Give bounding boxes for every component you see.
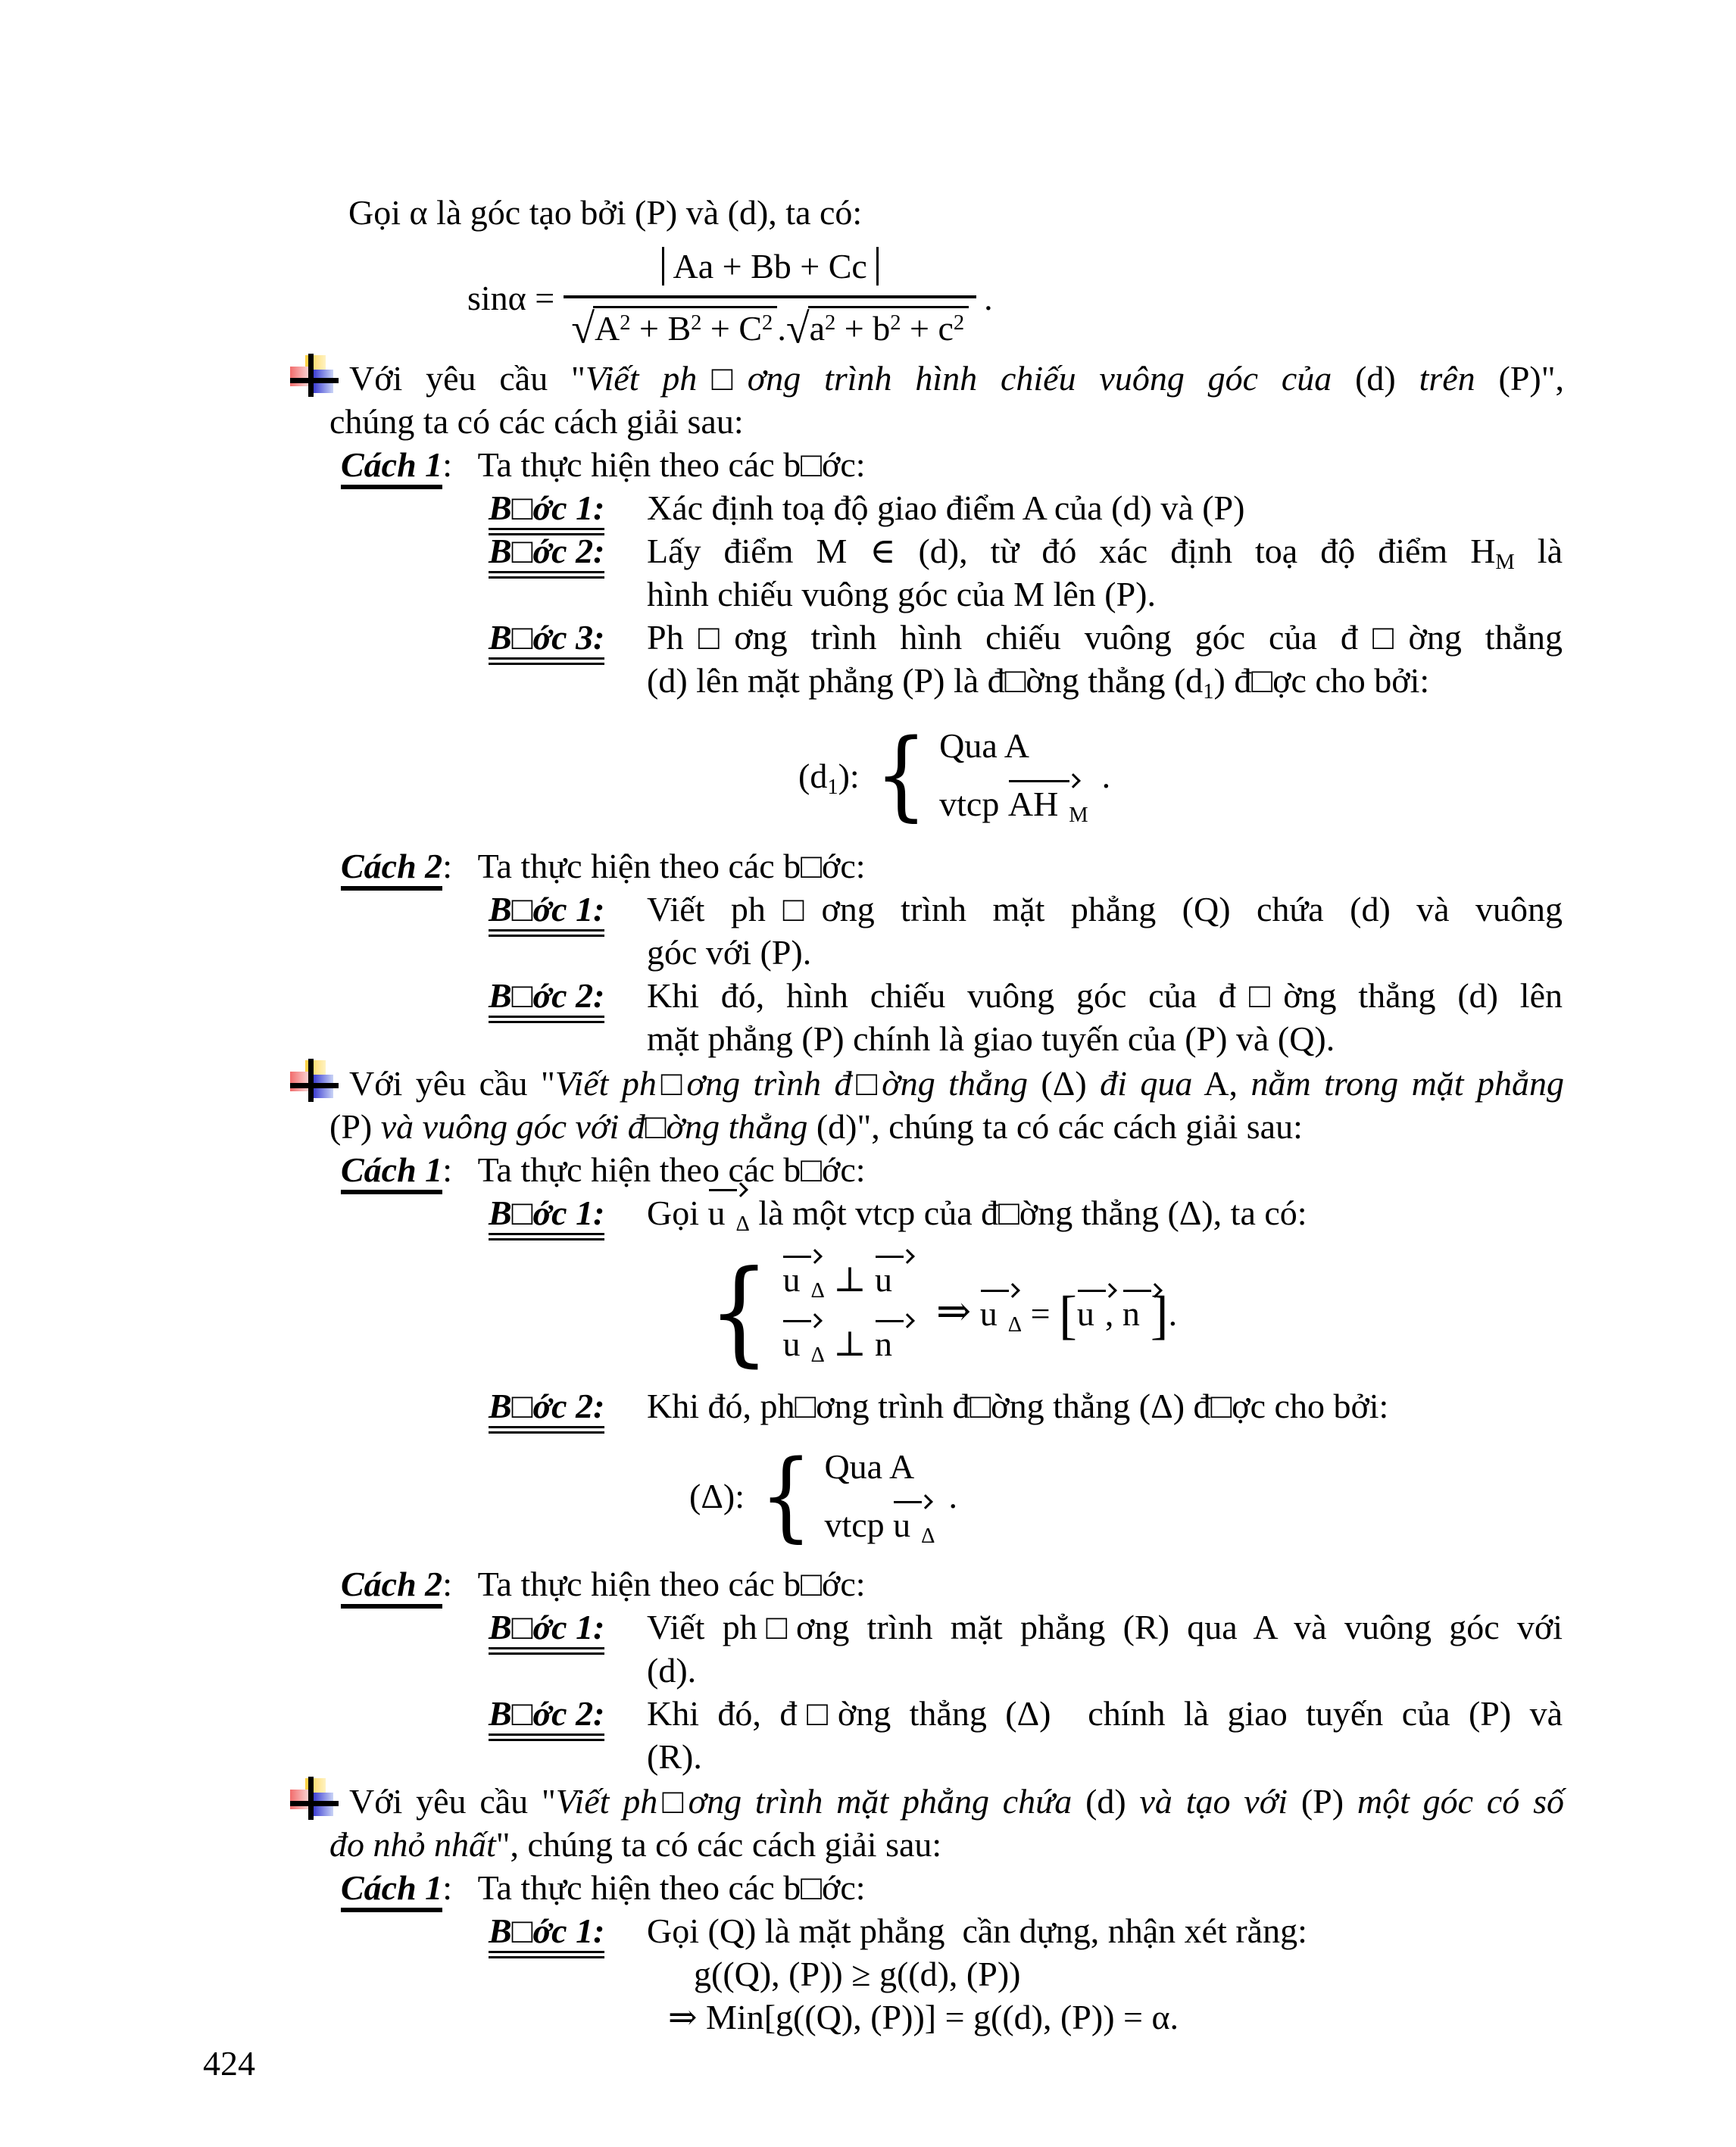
requirement-1-block (329, 355, 1564, 443)
vertical-bar (308, 1777, 314, 1820)
fraction-numerator: Aa + Bb + Cc (564, 245, 976, 295)
requirement-3-block (329, 1778, 1564, 1866)
line-d1-system-formula (798, 717, 1736, 834)
bullet-paragraph-line (329, 355, 1564, 400)
cross-product-result: u $_\Delta$ = [u , n ]. (979, 1285, 1178, 1345)
step-label: B□ớc 2: (489, 974, 647, 1060)
step-label: B□ớc 1: (489, 888, 647, 974)
step-text: mặt phẳng (P) chính là giao tuyến của (P) và (Q). (647, 1019, 1335, 1059)
step-text: Viết ph□ơng trình mặt phẳng (Q) chứa (d) và vuông (647, 890, 1563, 929)
sin-alpha-formula (467, 245, 1736, 351)
step-row (489, 1606, 1563, 1692)
bullet-paragraph-line: đo nhỏ nhất", chúng ta có các cách giải sau: (329, 1824, 942, 1864)
system-row: vtcp AH $_M$ (939, 785, 1088, 828)
step-label: B□ớc 3: (489, 616, 647, 702)
intro-paragraph: Gọi α là góc tạo bởi (P) và (d), ta có: (348, 193, 863, 232)
red-square (290, 1790, 310, 1809)
vertical-bar (308, 354, 314, 397)
step-text: (R). (647, 1737, 702, 1776)
step-row (489, 974, 1563, 1060)
method-1-heading: Cách 1: Ta thực hiện theo các b□ớc: (341, 443, 1736, 486)
step-row (489, 888, 1563, 974)
step-text: góc với (P). (647, 933, 812, 972)
requirement-2-block (329, 1060, 1564, 1148)
colored-cross-bullet-icon (290, 1778, 339, 1819)
red-square (290, 367, 310, 386)
step-text: Lấy điểm M ∈ (d), từ đó xác định toạ độ điểm $H_M$ là (647, 532, 1563, 575)
system-label: $(d_1)$: (798, 756, 860, 799)
system-label: (Δ): (689, 1477, 745, 1516)
line-delta-system-formula (689, 1438, 1736, 1555)
system-row: u $_\Delta$ ⊥ u (782, 1260, 903, 1300)
horizontal-bar (290, 378, 339, 383)
step-text: hình chiếu vuông góc của M lên (P). (647, 575, 1156, 614)
step-text: Khi đó, ph□ơng trình đ□ờng thẳng (Δ) đ□ợc cho bởi: (647, 1386, 1389, 1425)
step-text: Khi đó, đ□ờng thẳng (Δ) chính là giao tuyến của (P) và (647, 1693, 1563, 1733)
horizontal-bar (290, 1083, 339, 1088)
step-label: B□ớc 1: (489, 1606, 647, 1692)
fraction (564, 245, 976, 351)
bullet-paragraph-line: (P) và vuông góc với đ□ờng thẳng (d)", chúng ta có các cách giải sau: (329, 1107, 1303, 1147)
bullet-paragraph-line: chúng ta có các cách giải sau: (329, 402, 744, 442)
step-text: (d) lên mặt phẳng (P) là đ□ờng thẳng $(d_1)$ đ□ợc cho bởi: (647, 661, 1430, 704)
formula-period: . (1101, 756, 1111, 795)
step-label: B□ớc 2: (489, 529, 647, 616)
method-1-heading: Cách 1: Ta thực hiện theo các b□ớc: (341, 1866, 1736, 1909)
step-label: B□ớc 2: (489, 1384, 647, 1428)
system-row: u $_\Delta$ ⊥ n (782, 1325, 903, 1365)
method-2-heading: Cách 2: Ta thực hiện theo các b□ớc: (341, 844, 1736, 888)
step-row (489, 1909, 1563, 1952)
step-label: B□ớc 1: (489, 1191, 647, 1234)
left-brace: { (760, 1440, 813, 1553)
implies-symbol: ⇒ (936, 1288, 972, 1335)
method-2-heading: Cách 2: Ta thực hiện theo các b□ớc: (341, 1562, 1736, 1606)
bullet-text: Với yêu cầu "Viết ph□ơng trình mặt phẳng chứa (d) và tạo với (P) một góc có số (349, 1781, 1564, 1821)
formula-period: . (984, 278, 993, 317)
formula-period: . (948, 1477, 957, 1516)
vector-perpendicular-system-formula (703, 1248, 1736, 1377)
system-row: Qua A (824, 1446, 915, 1486)
system-row: Qua A (939, 726, 1029, 766)
step-label: B□ớc 2: (489, 1692, 647, 1778)
colored-cross-bullet-icon (290, 355, 339, 396)
step-text: Gọi (Q) là mặt phẳng cần dựng, nhận xét rằng: (647, 1911, 1307, 1950)
min-angle-formula: ⇒ Min[g((Q), (P))] = g((d), (P)) = α. (668, 1997, 1179, 2036)
bullet-paragraph-line (329, 1060, 1564, 1105)
method-1-heading: Cách 1: Ta thực hiện theo các b□ớc: (341, 1148, 1736, 1191)
horizontal-bar (290, 1801, 339, 1806)
bullet-text: Với yêu cầu "Viết ph□ơng trình hình chiếu vuông góc của (d) trên (P)", (349, 359, 1565, 398)
step-row (489, 1692, 1563, 1778)
step-row (489, 1191, 1563, 1237)
step-text: Ph□ơng trình hình chiếu vuông góc của đ□ờng thẳng (647, 618, 1563, 657)
step-text: Viết ph□ơng trình mặt phẳng (R) qua A và vuông góc với (647, 1607, 1563, 1646)
step-label: B□ớc 1: (489, 1909, 647, 1952)
formula-lhs: sinα = (467, 278, 555, 317)
step-row (489, 616, 1563, 702)
bullet-text: Với yêu cầu "Viết ph□ơng trình đ□ờng thẳng (Δ) đi qua A, nằm trong mặt phẳng (349, 1064, 1565, 1103)
page-number: 424 (203, 2044, 255, 2083)
step-text: Khi đó, hình chiếu vuông góc của đ□ờng thẳng (d) lên (647, 976, 1563, 1016)
step-text: (d). (647, 1650, 697, 1690)
bullet-paragraph-line (329, 1778, 1564, 1823)
system-row: vtcp u $_\Delta$ (824, 1505, 935, 1548)
step-row (489, 1384, 1563, 1428)
colored-cross-bullet-icon (290, 1060, 339, 1101)
step-row (489, 486, 1563, 529)
vertical-bar (308, 1059, 314, 1102)
step-row (489, 529, 1563, 616)
step-text: Xác định toạ độ giao điểm A của (d) và (P) (647, 488, 1245, 528)
fraction-denominator: $√A^2 + B^2 + C^2$ $.√a^2 + b^2 + c^2$ (564, 295, 976, 351)
left-brace: { (874, 719, 928, 832)
red-square (290, 1072, 310, 1091)
left-brace: { (708, 1246, 770, 1378)
step-label: B□ớc 1: (489, 486, 647, 529)
step-text: Gọi u $_\Delta$ là một vtcp của đ□ờng thẳng (Δ), ta có: (647, 1194, 1307, 1237)
angle-inequality-formula: g((Q), (P)) ≥ g((d), (P)) (694, 1954, 1021, 1993)
